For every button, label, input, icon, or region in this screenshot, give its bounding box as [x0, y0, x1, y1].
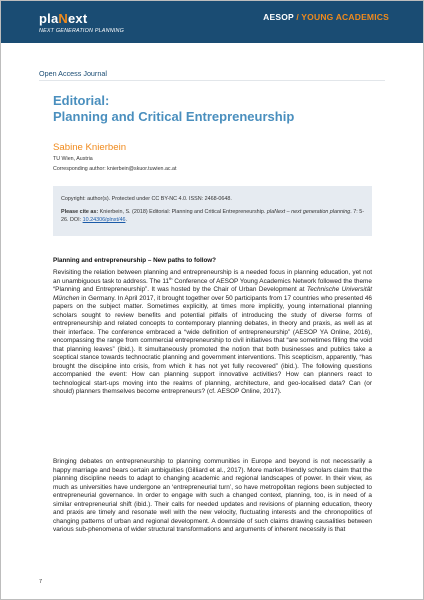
aesop-ya-label	[263, 12, 389, 22]
p1-part-b: Conference of AESOP Young Academics Network followed the theme “Planning and Entrepreneurship”. It was hosted by the Chair of Urban Development at	[53, 277, 372, 293]
header-separator: /	[293, 12, 302, 22]
page-number: 7	[39, 579, 43, 585]
cite-rest: . 7: 5-26. DOI:	[61, 209, 364, 223]
section-heading: Planning and entrepreneurship – New paths to follow?	[53, 257, 217, 264]
logo-ext: ext	[67, 11, 88, 26]
article-title-line1: Editorial:	[53, 93, 110, 108]
p1-part-a: Revisiting the relation between planning and entrepreneurship is a needed focus in planning education, yet not an unambiguous task to address. The 11	[53, 269, 372, 285]
article-title-line2: Planning and Critical Entrepreneurship	[53, 109, 295, 124]
body-paragraph-2: Bringing debates on entrepreneurship to planning communities in Europe and beyond is not necessarily a happy marriage and bears certain ambiguities (Gilliard et al., 2017). More market-friendly scholars claim that the planning discipline needs to adapt to changing academic and regional landscapes of power. In their view, as much as universities have undergone an ‘entrepreneurial turn’, so have metropolitan regions been subjected to entrepreneurial governance. In order to engage with such a changed context, planning, too, is in need of a similar entrepreneurial shift (ibid.). Their calls for needed updates and revisions of planning education, theory and praxis are timely and resonate well with the new velocity, fluctuating interests and the chronopolitics of changing patterns of urban and regional development. A downside of such claims drawing causalities between various sub-phenomena of wider structural transformations and arguments of inherent necessity is that	[53, 458, 372, 533]
author-affiliation: TU Wien, Austria	[53, 156, 93, 162]
doi-link[interactable]: 10.24306/plnxt/46	[82, 217, 126, 223]
cite-end: .	[125, 217, 127, 223]
logo-plan: pla	[39, 11, 59, 26]
author-name: Sabine Knierbein	[53, 142, 127, 153]
young-academics-label: YOUNG ACADEMICS	[301, 12, 389, 22]
cite-label: Please cite as:	[61, 209, 99, 215]
citation-box	[53, 186, 372, 236]
cite-journal: plaNext – next generation planning	[266, 209, 351, 215]
planext-logo[interactable]	[39, 11, 87, 26]
header-divider	[39, 80, 385, 81]
copyright-notice: Copyright: author(s). Protected under CC BY-NC 4.0. ISSN: 2468-0648.	[61, 196, 232, 202]
body-paragraph-1	[53, 269, 372, 397]
cite-text: Knierbein, S. (2018) Editorial: Planning and Critical Entrepreneurship.	[98, 209, 267, 215]
aesop-label: AESOP	[263, 12, 294, 22]
journal-header	[1, 1, 423, 43]
p1-italic: Technische Universität München	[53, 286, 372, 302]
logo-n: N	[58, 11, 68, 26]
p1-part-c: in Germany. In April 2017, it brought together over 50 participants from 17 countries who presented 46 papers on the subject matter. Sometimes explicitly, at times more implicitly, young international planning scholars sought to review benefits and potential pitfalls of introducing the study of diverse forms of entrepreneurship and related concepts to contemporary planning debates, in theory and praxis, as well as at their interface. The conference embraced a “wide definition of entrepreneurship” (AESOP YA Online, 2016), encompassing the range from commercial entrepreneurship to civil initiatives that “are sometimes filling the void that planning leaves” (ibid.). It simultaneously promoted the notion that both businesses and publics take a sceptical stance towards technocratic planning and government interventions. This scepticism, apparently, “has brought the discipline into crisis, from which it has not yet fully recovered” (ibid.). The following questions accompanied the event: How can planning support innovative activities? How can planners react to technological start-ups moving into the realms of planning, architecture, and geo-localised data? Can (or should) planners themselves become entrepreneurs? (cf. AESOP Online, 2017).	[53, 294, 372, 395]
logo-subtitle: NEXT GENERATION PLANNING	[39, 28, 124, 34]
p1-sup: th	[169, 275, 173, 281]
journal-label: Open Access Journal	[39, 69, 107, 78]
corresponding-author: Corresponding author: knierbein@skuor.tuwien.ac.at	[53, 166, 177, 172]
citation-text	[61, 208, 366, 224]
